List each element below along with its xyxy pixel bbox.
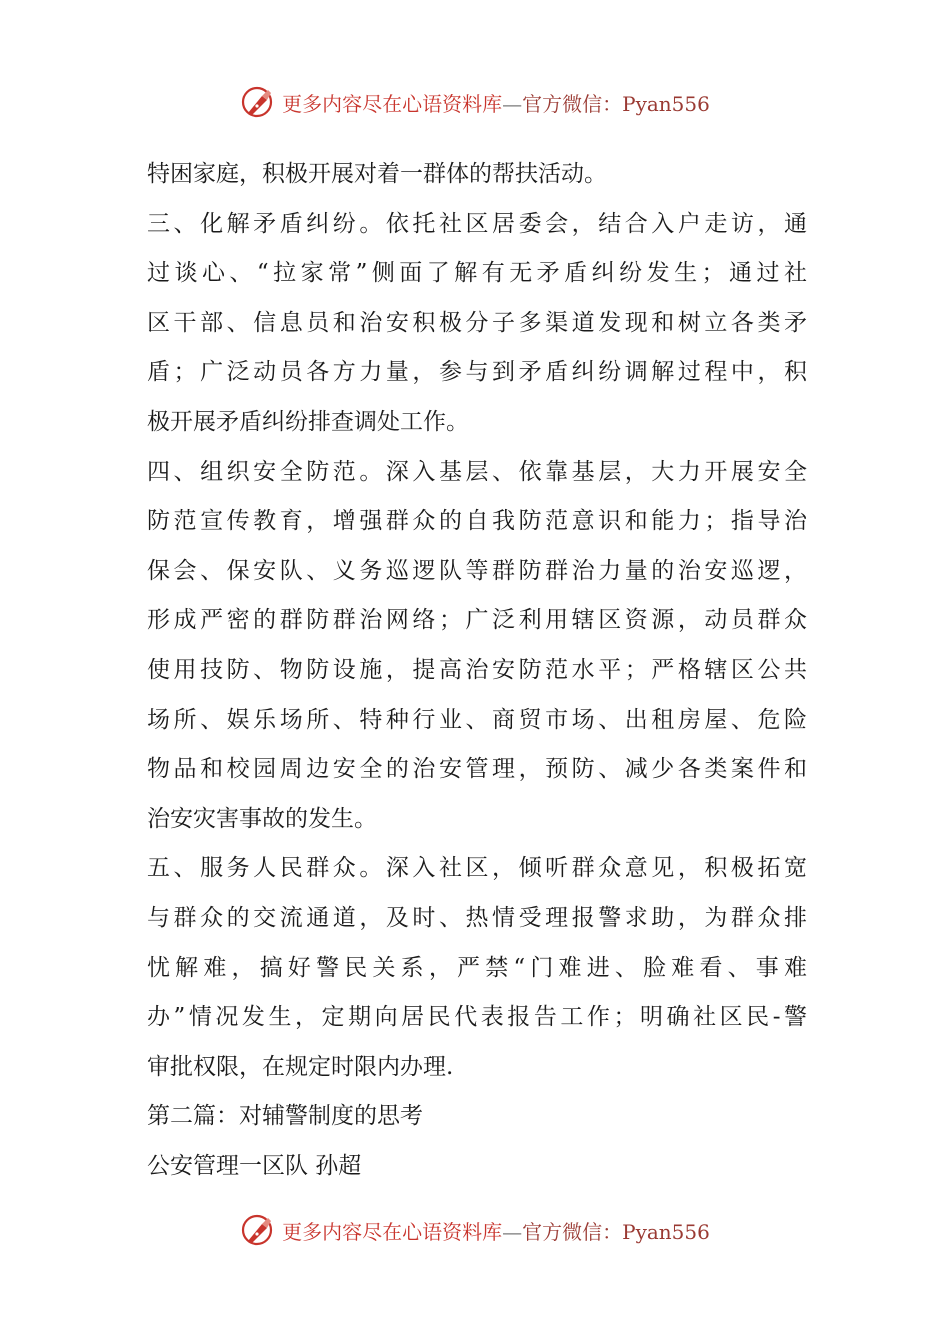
banner-text [282, 1216, 710, 1245]
document-body [147, 150, 807, 1191]
pen-nib-icon [240, 84, 276, 120]
text-line: 特困家庭，积极开展对着一群体的帮扶活动。 [147, 161, 607, 187]
banner-wechat: 官方微信：Pyan556 [522, 1219, 710, 1244]
text-line: 盾；广泛动员各方力量，参与到矛盾纠纷调解过程中，积 [147, 359, 807, 386]
text-line: 治安灾害事故的发生。 [147, 805, 377, 832]
banner-main: 更多内容尽在心语资料库 [282, 91, 503, 116]
text-line: 区干部、信息员和治安积极分子多渠道发现和树立各类矛 [147, 309, 807, 336]
text-line: 极开展矛盾纠纷排查调处工作。 [147, 408, 469, 435]
header-banner [0, 82, 950, 122]
text-line: 形成严密的群防群治网络；广泛利用辖区资源，动员群众 [147, 607, 807, 634]
text-line: 审批权限，在规定时限内办理. [147, 1053, 454, 1080]
banner-wechat: 官方微信：Pyan556 [522, 91, 710, 116]
text-line: 保会、保安队、义务巡逻队等群防群治力量的治安巡逻， [147, 557, 807, 584]
section-title: 第二篇：对辅警制度的思考 [147, 1103, 423, 1130]
author-line: 公安管理一区队 孙超 [147, 1152, 362, 1179]
text-line: 四、组织安全防范。深入基层、依靠基层，大力开展安全 [147, 458, 807, 485]
text-line: 五、服务人民群众。深入社区，倾听群众意见，积极拓宽 [147, 855, 807, 882]
banner-main: 更多内容尽在心语资料库 [282, 1219, 503, 1244]
text-line: 与群众的交流通道，及时、热情受理报警求助，为群众排 [147, 904, 807, 931]
footer-banner [0, 1210, 950, 1250]
pen-nib-icon [240, 1212, 276, 1248]
banner-text [282, 88, 710, 117]
text-line: 防范宣传教育，增强群众的自我防范意识和能力；指导治 [147, 508, 807, 535]
text-line: 场所、娱乐场所、特种行业、商贸市场、出租房屋、危险 [147, 706, 807, 733]
banner-dash: — [502, 1219, 523, 1244]
text-line: 三、化解矛盾纠纷。依托社区居委会，结合入户走访，通 [147, 210, 807, 237]
text-line: 使用技防、物防设施，提高治安防范水平；严格辖区公共 [147, 656, 807, 683]
text-line: 办”情况发生，定期向居民代表报告工作；明确社区民-警 [147, 1004, 807, 1031]
banner-dash: — [502, 91, 523, 116]
text-line: 物品和校园周边安全的治安管理，预防、减少各类案件和 [147, 756, 807, 783]
text-line: 过谈心、“拉家常”侧面了解有无矛盾纠纷发生；通过社 [147, 260, 807, 287]
text-line: 忧解难，搞好警民关系，严禁“门难进、脸难看、事难 [147, 954, 807, 981]
